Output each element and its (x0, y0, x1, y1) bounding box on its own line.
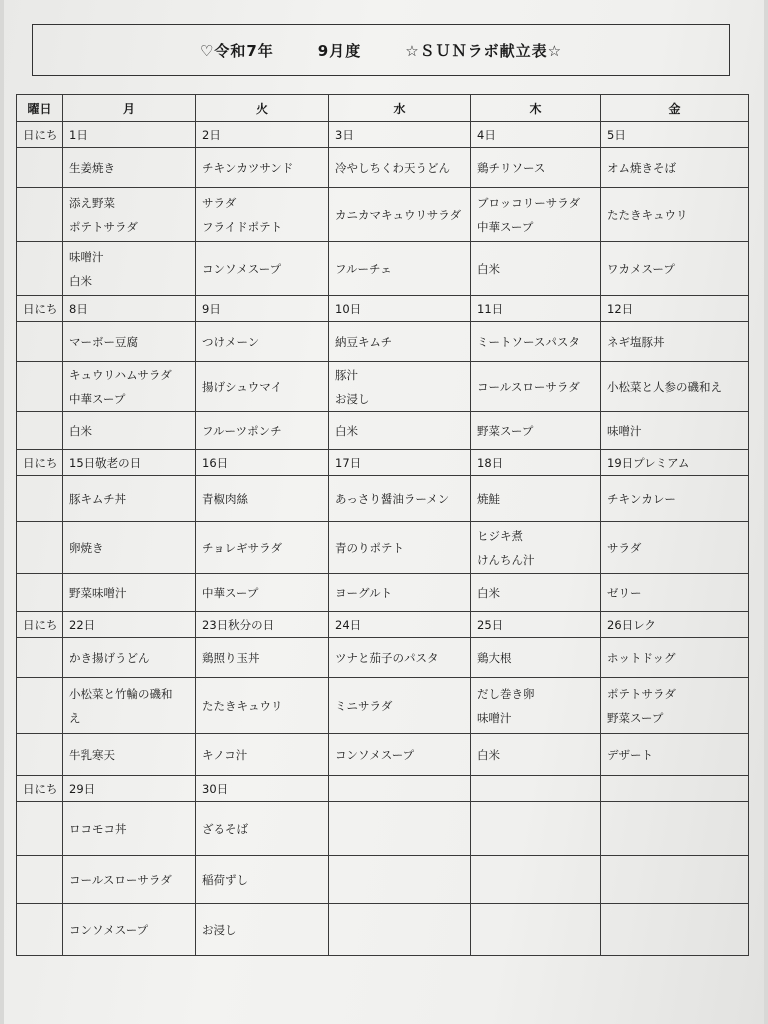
date-cell: 8日 (63, 296, 196, 322)
menu-cell (196, 188, 329, 242)
date-cell: 12日 (601, 296, 749, 322)
date-cell (601, 776, 749, 802)
dish-item: 鶏大根 (477, 650, 512, 665)
menu-row (17, 856, 749, 904)
row-label-blank (17, 362, 63, 412)
dish-item: お浸し (335, 391, 370, 406)
dish-item: ワカメスープ (607, 261, 675, 276)
date-cell: 26日レク (601, 612, 749, 638)
dish-item: 豚キムチ丼 (69, 491, 127, 506)
date-cell: 23日秋分の日 (196, 612, 329, 638)
menu-cell (196, 802, 329, 856)
menu-cell (63, 476, 196, 522)
row-label-blank (17, 638, 63, 678)
dish-item: 鶏照り玉丼 (202, 650, 260, 665)
dish-item: かき揚げうどん (69, 650, 150, 665)
row-label-blank (17, 522, 63, 574)
date-cell: 17日 (329, 450, 471, 476)
dish-item: 鶏チリソース (477, 160, 546, 175)
menu-cell (63, 574, 196, 612)
menu-cell (471, 904, 601, 956)
dish-item: ミートソースパスタ (477, 334, 580, 349)
menu-cell (601, 412, 749, 450)
row-label-blank (17, 476, 63, 522)
menu-row (17, 188, 749, 242)
row-label-blank (17, 904, 63, 956)
dish-item: ホットドッグ (607, 650, 676, 665)
date-cell: 16日 (196, 450, 329, 476)
menu-row (17, 412, 749, 450)
menu-cell (471, 476, 601, 522)
dish-item: 野菜味噌汁 (69, 585, 127, 600)
dish-item: ポテトサラダ (607, 686, 676, 701)
dish-item: 味噌汁 (607, 423, 642, 438)
menu-cell (196, 362, 329, 412)
dish-item: たたきキュウリ (202, 698, 283, 713)
date-cell: 29日 (63, 776, 196, 802)
menu-cell (63, 188, 196, 242)
date-cell: 9日 (196, 296, 329, 322)
menu-cell (63, 802, 196, 856)
dish-item: フルーチェ (335, 261, 392, 276)
menu-cell (196, 148, 329, 188)
menu-row (17, 802, 749, 856)
menu-cell (63, 678, 196, 734)
dish-item: 添え野菜 (69, 195, 115, 210)
dish-item: ロコモコ丼 (69, 821, 127, 836)
dish-item: コンソメスープ (202, 261, 282, 276)
date-cell: 22日 (63, 612, 196, 638)
menu-row (17, 678, 749, 734)
menu-cell (63, 322, 196, 362)
date-cell (329, 776, 471, 802)
dish-item: え (69, 710, 81, 725)
date-cell: 30日 (196, 776, 329, 802)
menu-cell (601, 574, 749, 612)
menu-row (17, 148, 749, 188)
dish-item: サラダ (202, 195, 237, 210)
menu-row (17, 362, 749, 412)
date-cell: 15日敬老の日 (63, 450, 196, 476)
menu-sheet (4, 0, 764, 1024)
dish-item: 稲荷ずし (202, 872, 248, 887)
dish-item: ゼリー (607, 585, 642, 600)
dish-item: マーボー豆腐 (69, 334, 138, 349)
menu-cell (329, 574, 471, 612)
dish-item: 卵焼き (69, 540, 104, 555)
menu-cell (196, 734, 329, 776)
dish-item: ざるそば (202, 821, 248, 836)
menu-cell (601, 856, 749, 904)
menu-cell (471, 734, 601, 776)
menu-cell (329, 522, 471, 574)
dish-item: つけメーン (202, 334, 260, 349)
menu-cell (329, 638, 471, 678)
dish-item: 冷やしちくわ天うどん (335, 160, 450, 175)
row-label-blank (17, 856, 63, 904)
dish-item: あっさり醤油ラーメン (335, 491, 450, 506)
menu-cell (471, 242, 601, 296)
date-row (17, 450, 749, 476)
dish-item: ブロッコリーサラダ (477, 195, 581, 210)
dish-item: キノコ汁 (202, 747, 248, 762)
date-cell: 24日 (329, 612, 471, 638)
dish-item: チョレギサラダ (202, 540, 283, 555)
menu-cell (471, 678, 601, 734)
menu-cell (63, 148, 196, 188)
menu-cell (63, 522, 196, 574)
menu-cell (601, 734, 749, 776)
menu-row (17, 638, 749, 678)
menu-body (17, 122, 749, 956)
dish-item: キュウリハムサラダ (69, 367, 172, 382)
date-row-label: 日にち (17, 450, 63, 476)
dish-item: 白米 (477, 585, 500, 600)
menu-cell (196, 574, 329, 612)
date-cell: 5日 (601, 122, 749, 148)
menu-cell (471, 856, 601, 904)
menu-cell (601, 522, 749, 574)
menu-cell (601, 476, 749, 522)
row-label-blank (17, 148, 63, 188)
corner-label: 曜日 (17, 95, 63, 122)
row-label-blank (17, 242, 63, 296)
dish-item: 中華スープ (477, 219, 534, 234)
title-box (32, 24, 730, 76)
dish-item: 味噌汁 (69, 249, 104, 264)
menu-cell (196, 242, 329, 296)
dish-item: 納豆キムチ (335, 334, 393, 349)
date-cell: 3日 (329, 122, 471, 148)
menu-cell (63, 856, 196, 904)
dish-item: デザート (607, 747, 653, 762)
menu-cell (471, 148, 601, 188)
row-label-blank (17, 412, 63, 450)
dish-item: 生姜焼き (69, 160, 115, 175)
menu-cell (601, 904, 749, 956)
menu-cell (63, 734, 196, 776)
dish-item: 小松菜と人参の磯和え (607, 379, 722, 394)
weekday-thu: 木 (471, 95, 601, 122)
menu-cell (601, 638, 749, 678)
dish-item: だし巻き卵 (477, 686, 535, 701)
menu-row (17, 574, 749, 612)
dish-item: 豚汁 (335, 367, 358, 382)
date-cell: 25日 (471, 612, 601, 638)
date-cell: 2日 (196, 122, 329, 148)
dish-item: たたきキュウリ (607, 207, 688, 222)
menu-cell (63, 904, 196, 956)
dish-item: コンソメスープ (69, 922, 149, 937)
dish-item: 焼鮭 (477, 491, 500, 506)
dish-item: 牛乳寒天 (69, 747, 115, 762)
dish-item: ポテトサラダ (69, 219, 138, 234)
menu-cell (329, 678, 471, 734)
menu-cell (196, 412, 329, 450)
menu-row (17, 242, 749, 296)
row-label-blank (17, 322, 63, 362)
menu-row (17, 322, 749, 362)
menu-cell (329, 412, 471, 450)
menu-cell (329, 188, 471, 242)
date-row (17, 612, 749, 638)
menu-cell (601, 242, 749, 296)
menu-cell (196, 522, 329, 574)
dish-item: 白米 (335, 423, 358, 438)
menu-row (17, 476, 749, 522)
date-row-label: 日にち (17, 122, 63, 148)
title-era: ♡令和7年 (199, 41, 274, 60)
menu-cell (601, 188, 749, 242)
row-label-blank (17, 802, 63, 856)
title-name: ☆ＳＵＮラボ献立表☆ (405, 41, 563, 60)
date-row (17, 122, 749, 148)
dish-item: 野菜スープ (477, 423, 534, 438)
weekday-header-row (17, 95, 749, 122)
row-label-blank (17, 678, 63, 734)
dish-item: ネギ塩豚丼 (607, 334, 665, 349)
dish-item: 野菜スープ (607, 710, 664, 725)
dish-item: 青のりポテト (335, 540, 404, 555)
weekday-tue: 火 (196, 95, 329, 122)
menu-cell (63, 638, 196, 678)
menu-cell (63, 362, 196, 412)
menu-cell (471, 412, 601, 450)
dish-item: チキンカレー (607, 491, 676, 506)
dish-item: 白米 (477, 261, 500, 276)
menu-cell (196, 322, 329, 362)
date-cell (471, 776, 601, 802)
menu-cell (329, 362, 471, 412)
dish-item: ヨーグルト (335, 585, 393, 600)
menu-cell (196, 476, 329, 522)
menu-cell (196, 678, 329, 734)
dish-item: お浸し (202, 922, 237, 937)
menu-cell (601, 322, 749, 362)
dish-item: ミニサラダ (335, 698, 393, 713)
date-cell: 19日プレミアム (601, 450, 749, 476)
dish-item: ヒジキ煮 (477, 528, 523, 543)
menu-cell (63, 242, 196, 296)
dish-item: 揚げシュウマイ (202, 379, 283, 394)
menu-row (17, 904, 749, 956)
dish-item: オム焼きそば (607, 160, 676, 175)
date-row-label: 日にち (17, 776, 63, 802)
menu-row (17, 522, 749, 574)
menu-cell (196, 904, 329, 956)
dish-item: 中華スープ (69, 391, 126, 406)
weekday-fri: 金 (601, 95, 749, 122)
dish-item: 中華スープ (202, 585, 259, 600)
dish-item: 味噌汁 (477, 710, 512, 725)
date-row (17, 296, 749, 322)
dish-item: コンソメスープ (335, 747, 415, 762)
menu-cell (471, 638, 601, 678)
date-cell: 1日 (63, 122, 196, 148)
menu-cell (63, 412, 196, 450)
menu-cell (471, 322, 601, 362)
row-label-blank (17, 734, 63, 776)
date-row (17, 776, 749, 802)
date-row-label: 日にち (17, 612, 63, 638)
menu-cell (196, 856, 329, 904)
dish-item: けんちん汁 (477, 552, 535, 567)
dish-item: カニカマキュウリサラダ (335, 207, 462, 222)
dish-item: ツナと茄子のパスタ (335, 650, 439, 665)
dish-item: フルーツポンチ (202, 423, 282, 438)
menu-cell (471, 188, 601, 242)
menu-cell (196, 638, 329, 678)
dish-item: サラダ (607, 540, 642, 555)
dish-item: 青椒肉絲 (202, 491, 248, 506)
dish-item: 白米 (69, 423, 92, 438)
menu-cell (601, 362, 749, 412)
menu-table (16, 94, 749, 956)
date-cell: 4日 (471, 122, 601, 148)
weekday-mon: 月 (63, 95, 196, 122)
menu-cell (601, 802, 749, 856)
menu-cell (471, 802, 601, 856)
dish-item: フライドポテト (202, 219, 283, 234)
title-month: 9月度 (317, 41, 362, 60)
menu-cell (329, 856, 471, 904)
date-cell: 18日 (471, 450, 601, 476)
dish-item: 白米 (69, 273, 92, 288)
menu-cell (471, 522, 601, 574)
menu-row (17, 734, 749, 776)
menu-cell (329, 242, 471, 296)
menu-cell (329, 802, 471, 856)
menu-cell (601, 148, 749, 188)
date-row-label: 日にち (17, 296, 63, 322)
menu-cell (329, 476, 471, 522)
menu-cell (329, 322, 471, 362)
dish-item: チキンカツサンド (202, 160, 294, 175)
date-cell: 10日 (329, 296, 471, 322)
row-label-blank (17, 188, 63, 242)
dish-item: コールスローサラダ (477, 379, 580, 394)
menu-cell (471, 574, 601, 612)
menu-cell (601, 678, 749, 734)
menu-cell (329, 734, 471, 776)
dish-item: 白米 (477, 747, 500, 762)
date-cell: 11日 (471, 296, 601, 322)
dish-item: 小松菜と竹輪の磯和 (69, 686, 173, 701)
weekday-wed: 水 (329, 95, 471, 122)
dish-item: コールスローサラダ (69, 872, 172, 887)
row-label-blank (17, 574, 63, 612)
menu-cell (329, 904, 471, 956)
menu-cell (329, 148, 471, 188)
menu-cell (471, 362, 601, 412)
